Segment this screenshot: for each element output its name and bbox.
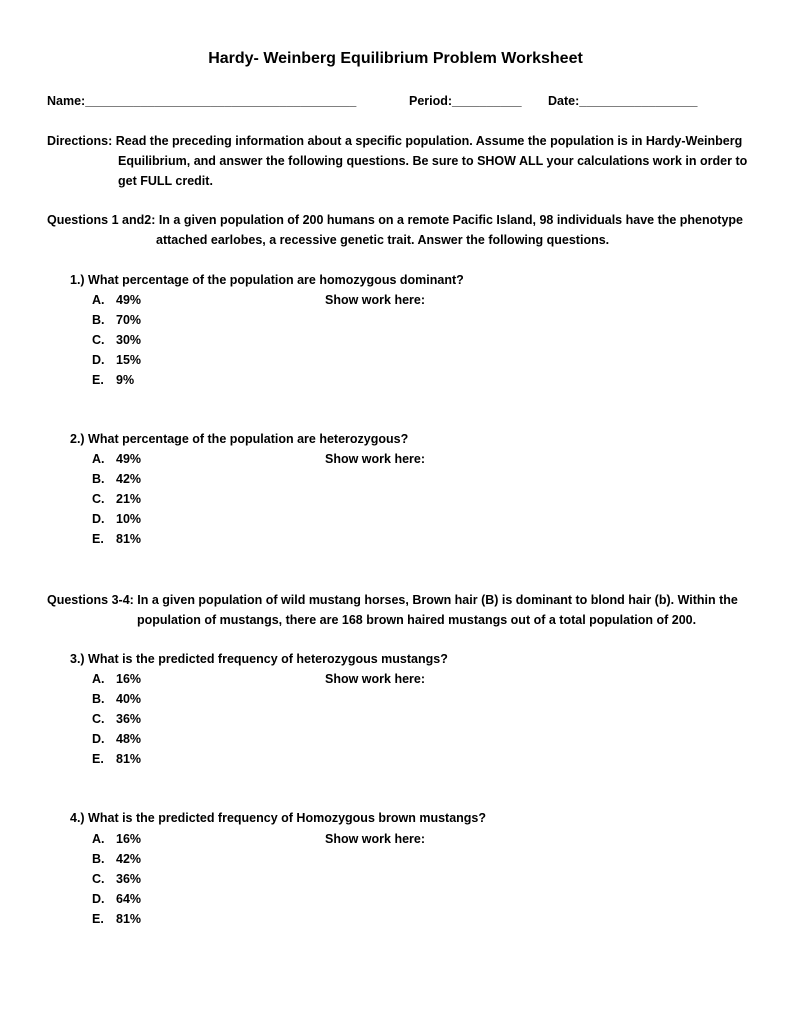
question-2-show-work: Show work here: [325,452,426,466]
period-field: Period:__________ [409,94,522,108]
question-1-option-a: A. 49% [92,293,142,307]
question-2-option-b: B. 42% [92,472,142,486]
question-4-option-c: C. 36% [92,872,142,886]
question-4-options [92,829,141,929]
question-3-option-a: A. 16% [92,672,142,686]
question-2-option-c: C. 21% [92,492,142,506]
scenario-1-line-2: attached earlobes, a recessive genetic trait. Answer the following questions. [156,233,610,247]
scenario-2-line-1: Questions 3-4: In a given population of wild mustang horses, Brown hair (B) is dominant to blond hair (b). Within the [47,593,738,607]
directions-line-2: Equilibrium, and answer the following questions. Be sure to SHOW ALL your calculations work in order to [118,154,748,168]
date-field: Date:_________________ [548,94,698,108]
question-1-option-e: E. 9% [92,373,135,387]
directions-line-3: get FULL credit. [118,174,213,188]
question-2-option-e: E. 81% [92,532,142,546]
question-1-option-c: C. 30% [92,333,142,347]
question-4-option-d: D. 64% [92,892,142,906]
question-3-option-c: C. 36% [92,712,142,726]
question-1-option-b: B. 70% [92,313,142,327]
question-1-show-work: Show work here: [325,293,426,307]
question-3-option-b: B. 40% [92,692,142,706]
question-3-option-e: E. 81% [92,752,142,766]
question-3-options [92,669,141,769]
question-3-text: 3.) What is the predicted frequency of heterozygous mustangs? [70,652,448,666]
question-1-option-d: D. 15% [92,353,142,367]
scenario-1-line-1: Questions 1 and2: In a given population of 200 humans on a remote Pacific Island, 98 individuals have the phenotype [47,213,743,227]
question-1-options [92,290,141,390]
question-4-option-a: A. 16% [92,832,142,846]
question-3-option-d: D. 48% [92,732,142,746]
question-2-options [92,449,141,549]
question-2-option-d: D. 10% [92,512,142,526]
question-4-option-b: B. 42% [92,852,142,866]
question-1-text: 1.) What percentage of the population are homozygous dominant? [70,273,464,287]
name-field: Name:_______________________________________ [47,94,357,108]
question-2-option-a: A. 49% [92,452,142,466]
worksheet-title: Hardy- Weinberg Equilibrium Problem Worksheet [208,50,583,67]
question-4-option-e: E. 81% [92,912,142,926]
directions-line-1: Directions: Read the preceding information about a specific population. Assume the population is in Hardy-Weinberg [47,134,743,148]
question-2-text: 2.) What percentage of the population are heterozygous? [70,432,409,446]
question-4-show-work: Show work here: [325,832,426,846]
question-4-text: 4.) What is the predicted frequency of Homozygous brown mustangs? [70,811,487,825]
scenario-2-line-2: population of mustangs, there are 168 brown haired mustangs out of a total population of 200. [137,613,697,627]
question-3-show-work: Show work here: [325,672,426,686]
